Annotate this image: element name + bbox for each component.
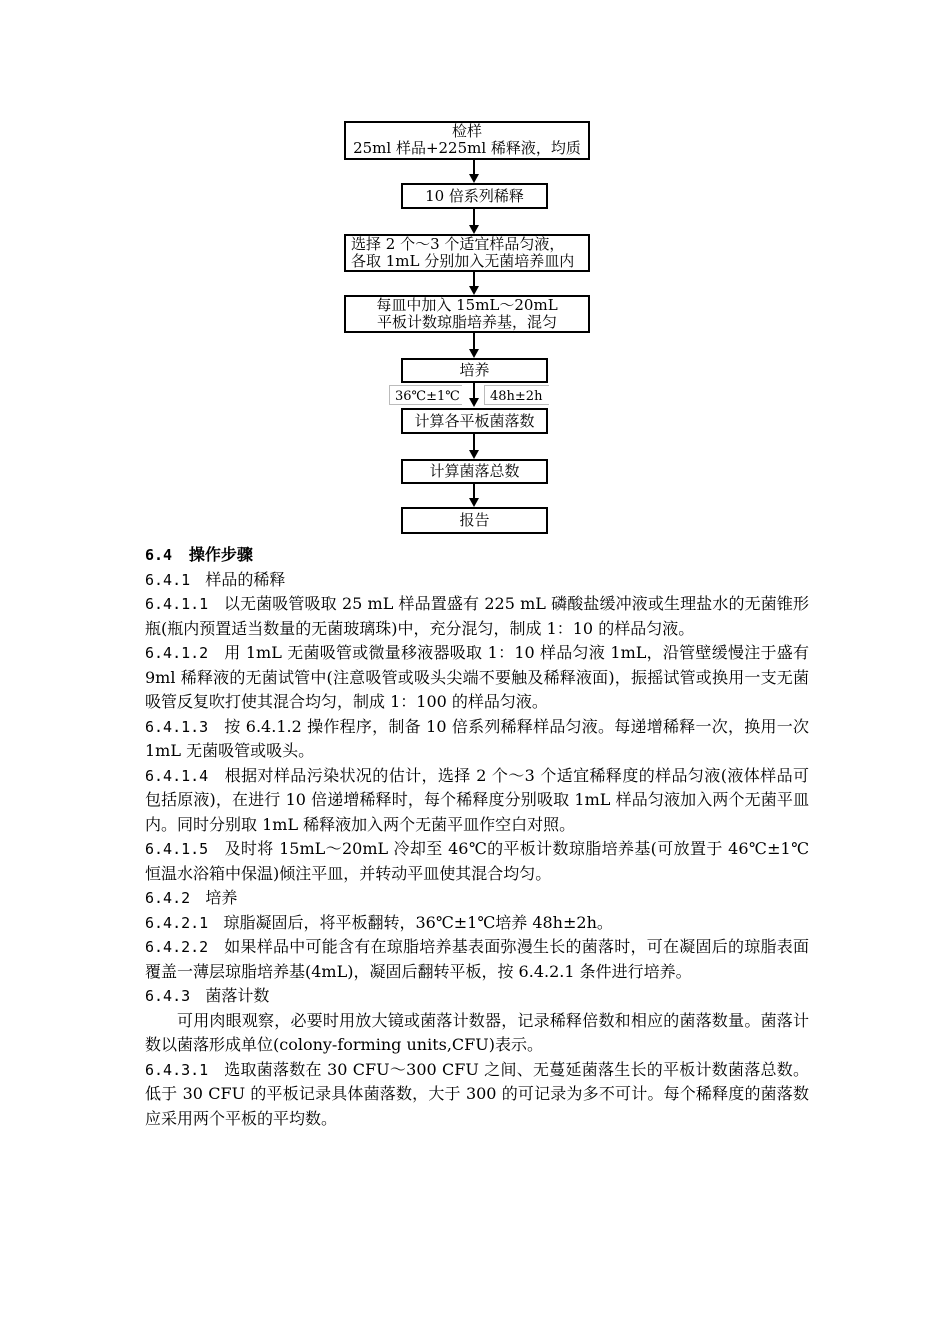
flow-box-report: 报告 (401, 507, 548, 534)
flow-box-total: 计算菌落总数 (401, 459, 548, 484)
arrow-down-icon (469, 286, 479, 295)
flow-box-count-plates: 计算各平板菌落数 (401, 408, 548, 434)
paragraph: 6.4.3.1 选取菌落数在 30 CFU～300 CFU 之间、无蔓延菌落生长的平板计数菌落总数。低于 30 CFU 的平板记录具体菌落数，大于 300 的可记录为多不可计。每个稀释度的菌落数应采用两个平板的平均数。 (145, 1059, 809, 1128)
flow-box-sample: 检样 25ml 样品+225ml 稀释液，均质 (344, 121, 590, 160)
flow-connector (473, 333, 475, 349)
flow-box-select: 选择 2 个～3 个适宜样品匀液， 各取 1mL 分别加入无菌培养皿内 (344, 234, 590, 272)
procedure-text (145, 543, 809, 1131)
paragraph: 6.4.1.4 根据对样品污染状况的估计，选择 2 个～3 个适宜稀释度的样品匀液(液体样品可包括原液)，在进行 10 倍递增稀释时，每个稀释度分别吸取 1mL 样品匀液加入两个无菌平皿内。同时分别取 1mL 稀释液加入两个无菌平皿作空白对照。 (145, 765, 809, 834)
flow-box-incubate: 培养 (401, 358, 548, 383)
condition-time: 48h±2h (490, 389, 543, 404)
paragraph: 6.4.1.5 及时将 15mL～20mL 冷却至 46℃的平板计数琼脂培养基(可放置于 46℃±1℃恒温水浴箱中保温)倾注平皿，并转动平皿使其混合均匀。 (145, 839, 809, 883)
flow-connector (473, 434, 475, 450)
paragraph: 6.4.1.1 以无菌吸管吸取 25 mL 样品置盛有 225 mL 磷酸盐缓冲液或生理盐水的无菌锥形瓶(瓶内预置适当数量的无菌玻璃珠)中，充分混匀，制成 1：10 的样品匀液。 (145, 594, 809, 638)
arrow-down-icon (469, 450, 479, 459)
paragraph: 6.4.2.1 琼脂凝固后，将平板翻转，36℃±1℃培养 48h±2h。 (145, 912, 613, 932)
paragraph: 6.4.2.2 如果样品中可能含有在琼脂培养基表面弥漫生长的菌落时，可在凝固后的琼脂表面覆盖一薄层琼脂培养基(4mL)，凝固后翻转平板，按 6.4.2.1 条件进行培养。 (145, 937, 809, 981)
flow-connector (473, 209, 475, 225)
paragraph: 6.4.1.3 按 6.4.1.2 操作程序，制备 10 倍系列稀释样品匀液。每递增稀释一次，换用一次 1mL 无菌吸管或吸头。 (145, 716, 809, 760)
section-heading: 6.4 操作步骤 (145, 545, 253, 564)
flow-connector (473, 484, 475, 499)
arrow-down-icon (469, 174, 479, 183)
paragraph: 可用肉眼观察，必要时用放大镜或菌落计数器，记录稀释倍数和相应的菌落数量。菌落计数以菌落形成单位(colony-forming units,CFU)表示。 (145, 1010, 809, 1054)
condition-temperature: 36℃±1℃ (395, 389, 460, 404)
paragraph: 6.4.1.2 用 1mL 无菌吸管或微量移液器吸取 1：10 样品匀液 1mL，沿管壁缓慢注于盛有 9ml 稀释液的无菌试管中(注意吸管或吸头尖端不要触及稀释液面)，振摇试管或换用一支无菌吸管反复吹打使其混合均匀，制成 1：100 的样品匀液。 (145, 643, 809, 711)
flow-connector (473, 272, 475, 287)
subsection-heading: 6.4.1 样品的稀释 (145, 569, 286, 589)
arrow-down-icon (469, 225, 479, 234)
subsection-heading: 6.4.2 培养 (145, 888, 238, 907)
arrow-down-icon (469, 398, 479, 407)
flow-connector (473, 383, 475, 398)
flow-box-pour: 每皿中加入 15mL～20mL 平板计数琼脂培养基，混匀 (344, 295, 590, 333)
flow-box-dilution: 10 倍系列稀释 (401, 183, 548, 209)
arrow-down-icon (469, 349, 479, 358)
subsection-heading: 6.4.3 菌落计数 (145, 986, 270, 1005)
flow-connector (473, 160, 475, 175)
arrow-down-icon (469, 498, 479, 507)
